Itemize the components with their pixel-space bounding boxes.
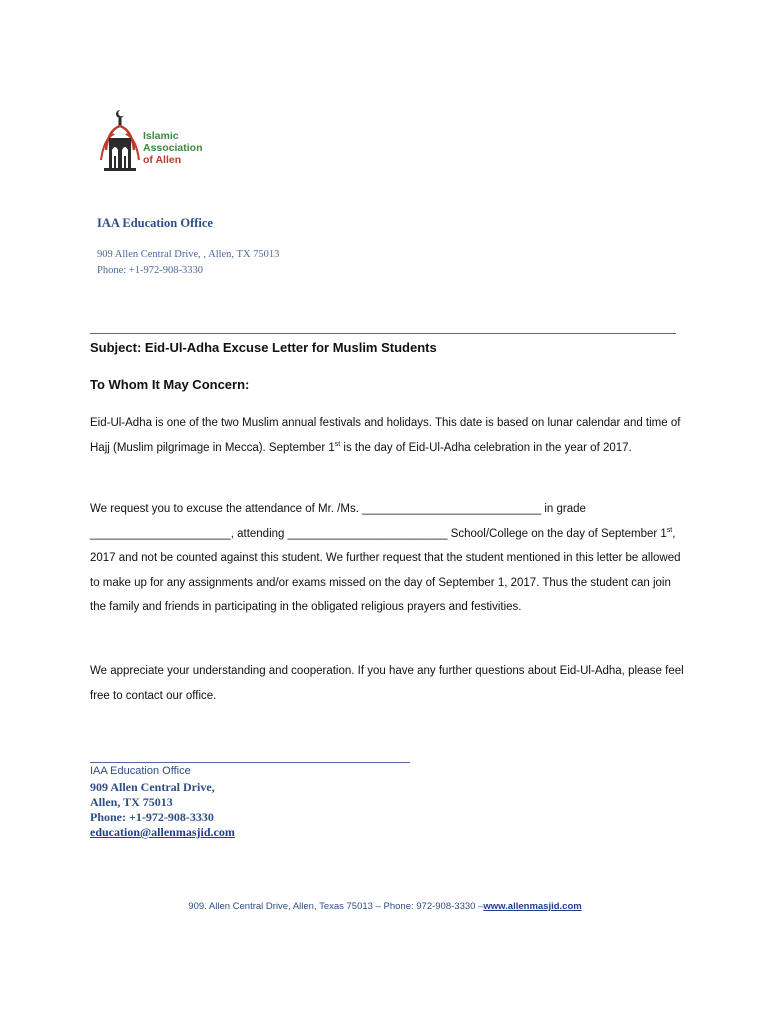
paragraph-2-text-b: , 2017 and not be counted against this student. We further request that the student mentioned in this letter be allowed to make up for any assignments and/or exams missed on the day of September 1, 2017. Thus the student can join the family and friends in participating in the obligated religious prayers and festivities. [90,527,681,614]
page-footer [0,901,770,912]
signature-phone: Phone: +1-972-908-3330 [90,810,214,824]
logo-line-3: of Allen [143,154,182,166]
paragraph-1 [90,411,690,460]
header-divider [90,333,676,334]
letter-salutation: To Whom It May Concern: [90,377,250,392]
signature-street: 909 Allen Central Drive, [90,780,215,794]
paragraph-3: We appreciate your understanding and cooperation. If you have any further questions about Eid-Ul-Adha, please feel free to contact our office. [90,665,684,702]
logo-wordmark [143,130,203,166]
paragraph-1-text-a: Eid-Ul-Adha is one of the two Muslim annual festivals and holidays. This date is based on lunar calendar and time of Hajj (Muslim pilgrimage in Mecca). September 1 [90,417,681,454]
office-address: 909 Allen Central Drive, , Allen, TX 75013 [97,249,280,260]
paragraph-1-superscript: st [334,440,341,448]
signature-office: IAA Education Office [90,765,191,777]
footer-text: 909. Allen Central Drive, Allen, Texas 75013 – Phone: 972-908-3330 – [188,901,484,912]
letter-subject: Subject: Eid-Ul-Adha Excuse Letter for Muslim Students [90,340,437,355]
footer-website-link[interactable]: www.allenmasjid.com [483,901,582,912]
logo-line-1: Islamic [143,130,179,142]
office-address-block [97,247,279,279]
paragraph-1-text-b: is the day of Eid-Ul-Adha celebration in the year of 2017. [340,441,632,454]
signature-email-link[interactable]: education@allenmasjid.com [90,825,235,839]
signature-city: Allen, TX 75013 [90,795,173,809]
signature-contact-block [90,780,235,840]
signature-line [90,762,410,763]
paragraph-2-superscript: st [666,526,673,534]
office-phone: Phone: +1-972-908-3330 [97,265,203,276]
paragraph-2-text-a: We request you to excuse the attendance of Mr. /Ms. ____________________________ in grade ______________________, attending _________________________ School/College on the day of September 1 [90,503,667,540]
office-heading: IAA Education Office [97,216,213,230]
logo-line-2: Association [143,142,203,154]
paragraph-2 [90,497,690,620]
